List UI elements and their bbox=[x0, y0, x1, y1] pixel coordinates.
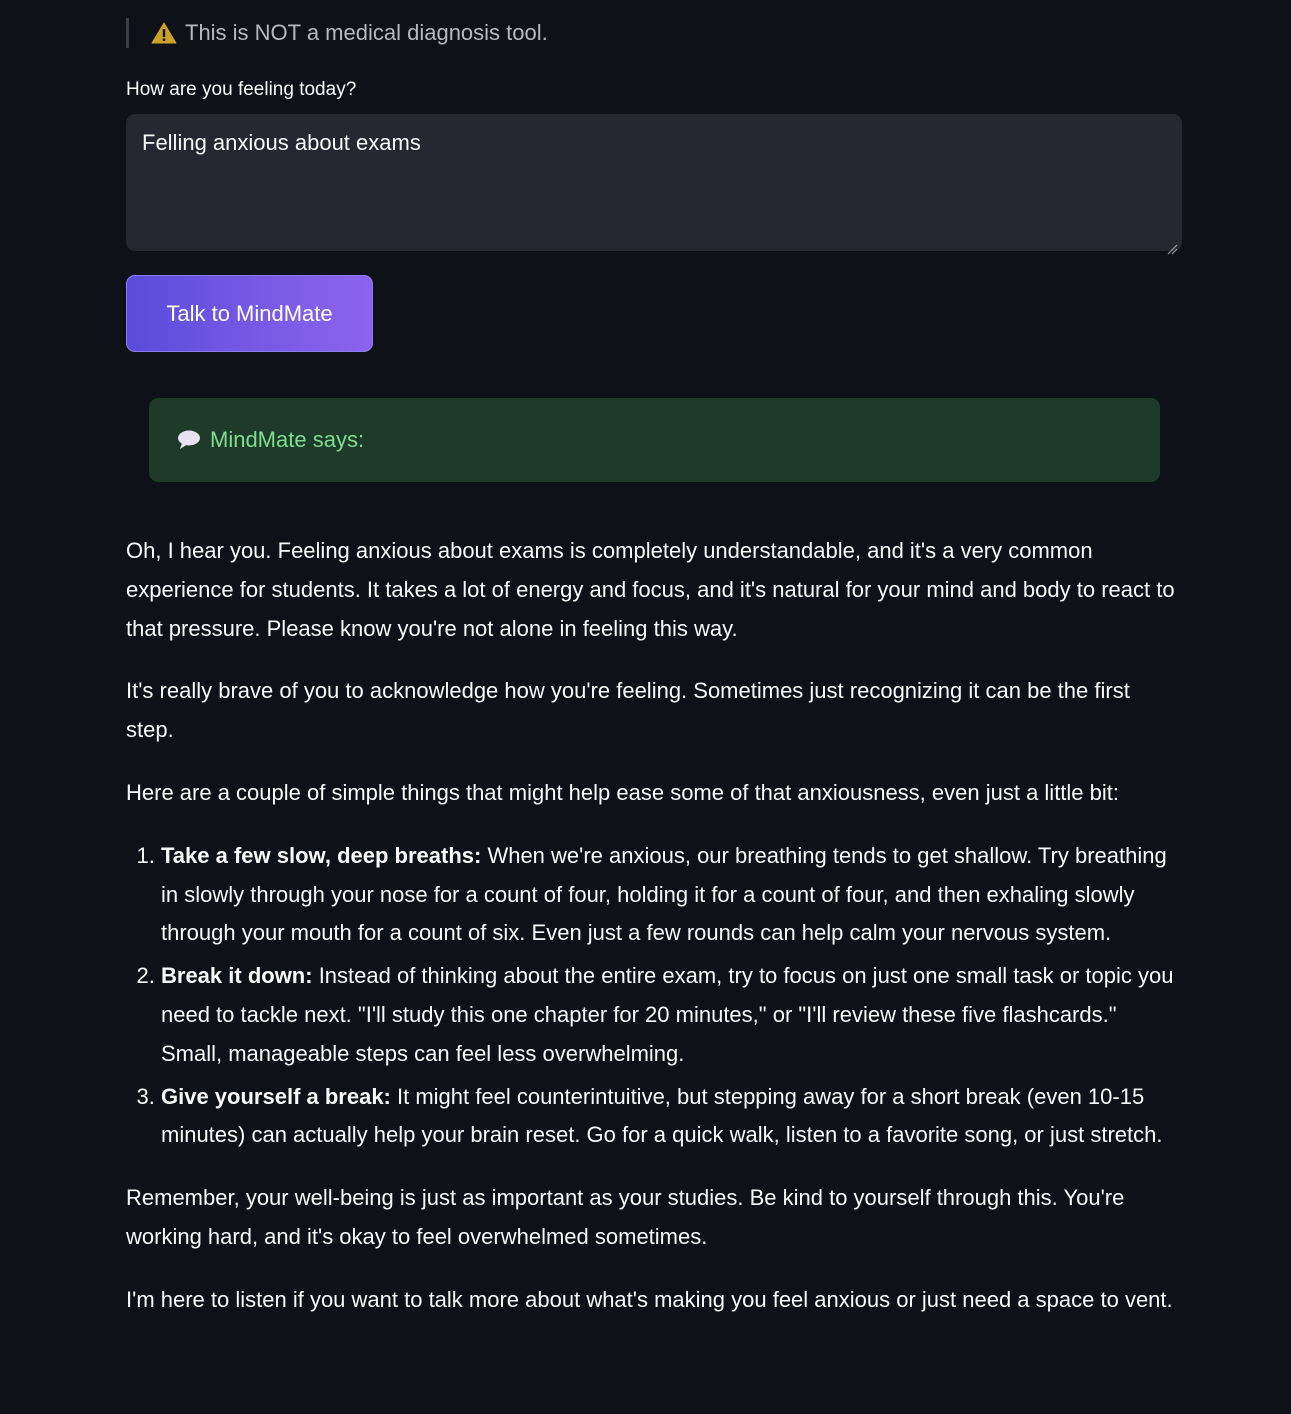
resize-handle-icon[interactable] bbox=[1166, 235, 1178, 247]
list-item bbox=[161, 837, 1182, 953]
mindmate-says-alert bbox=[149, 398, 1160, 482]
mindmate-says-text: MindMate says: bbox=[210, 427, 365, 452]
feeling-input-label: How are you feeling today? bbox=[126, 79, 357, 100]
response-paragraph: Here are a couple of simple things that might help ease some of that anxiousness, even just a little bit: bbox=[126, 779, 1119, 805]
feeling-textarea-value: Felling anxious about exams bbox=[142, 130, 421, 155]
tip-title: Break it down: bbox=[161, 963, 313, 989]
response-paragraph: Remember, your well-being is just as important as your studies. Be kind to yourself through this. You're working hard, and it's okay to feel overwhelmed sometimes. bbox=[126, 1185, 1125, 1249]
response-paragraph: Oh, I hear you. Feeling anxious about exams is completely understandable, and it's a very common experience for students. It takes a lot of energy and focus, and it's natural for your mind and body to react to that pressure. Please know you're not alone in feeling this way. bbox=[126, 538, 1175, 641]
list-item bbox=[161, 1078, 1182, 1156]
response-paragraph: I'm here to listen if you want to talk more about what's making you feel anxious or just need a space to vent. bbox=[126, 1286, 1173, 1312]
tip-title: Give yourself a break: bbox=[161, 1083, 391, 1109]
talk-to-mindmate-button[interactable]: Talk to MindMate bbox=[126, 275, 373, 352]
response-paragraph: It's really brave of you to acknowledge how you're feeling. Sometimes just recognizing it can be the first step. bbox=[126, 678, 1130, 743]
list-item bbox=[161, 957, 1182, 1073]
mindmate-response bbox=[126, 532, 1182, 1320]
disclaimer-quote bbox=[126, 18, 1182, 48]
tip-text: Instead of thinking about the entire exam, try to focus on just one small task or topic you need to tackle next. "I'll study this one chapter for 20 minutes," or "I'll review these five flashcards." Small, manageable steps can feel less overwhelming. bbox=[161, 963, 1174, 1066]
tip-title: Take a few slow, deep breaths: bbox=[161, 842, 482, 868]
tip-text: When we're anxious, our breathing tends to get shallow. Try breathing in slowly through your nose for a count of four, holding it for a count of four, and then exhaling slowly through your mouth for a count of six. Even just a few rounds can help calm your nervous system. bbox=[161, 842, 1167, 946]
disclaimer-text: This is NOT a medical diagnosis tool. bbox=[185, 20, 548, 45]
tip-text: It might feel counterintuitive, but stepping away for a short break (even 10-15 minutes) can actually help your brain reset. Go for a quick walk, listen to a favorite song, or just stretch. bbox=[161, 1083, 1163, 1148]
warning-icon bbox=[151, 22, 177, 44]
speech-bubble-icon bbox=[177, 429, 201, 451]
feeling-textarea[interactable] bbox=[126, 114, 1182, 251]
main-content bbox=[126, 0, 1182, 1344]
tips-list bbox=[126, 837, 1182, 1155]
